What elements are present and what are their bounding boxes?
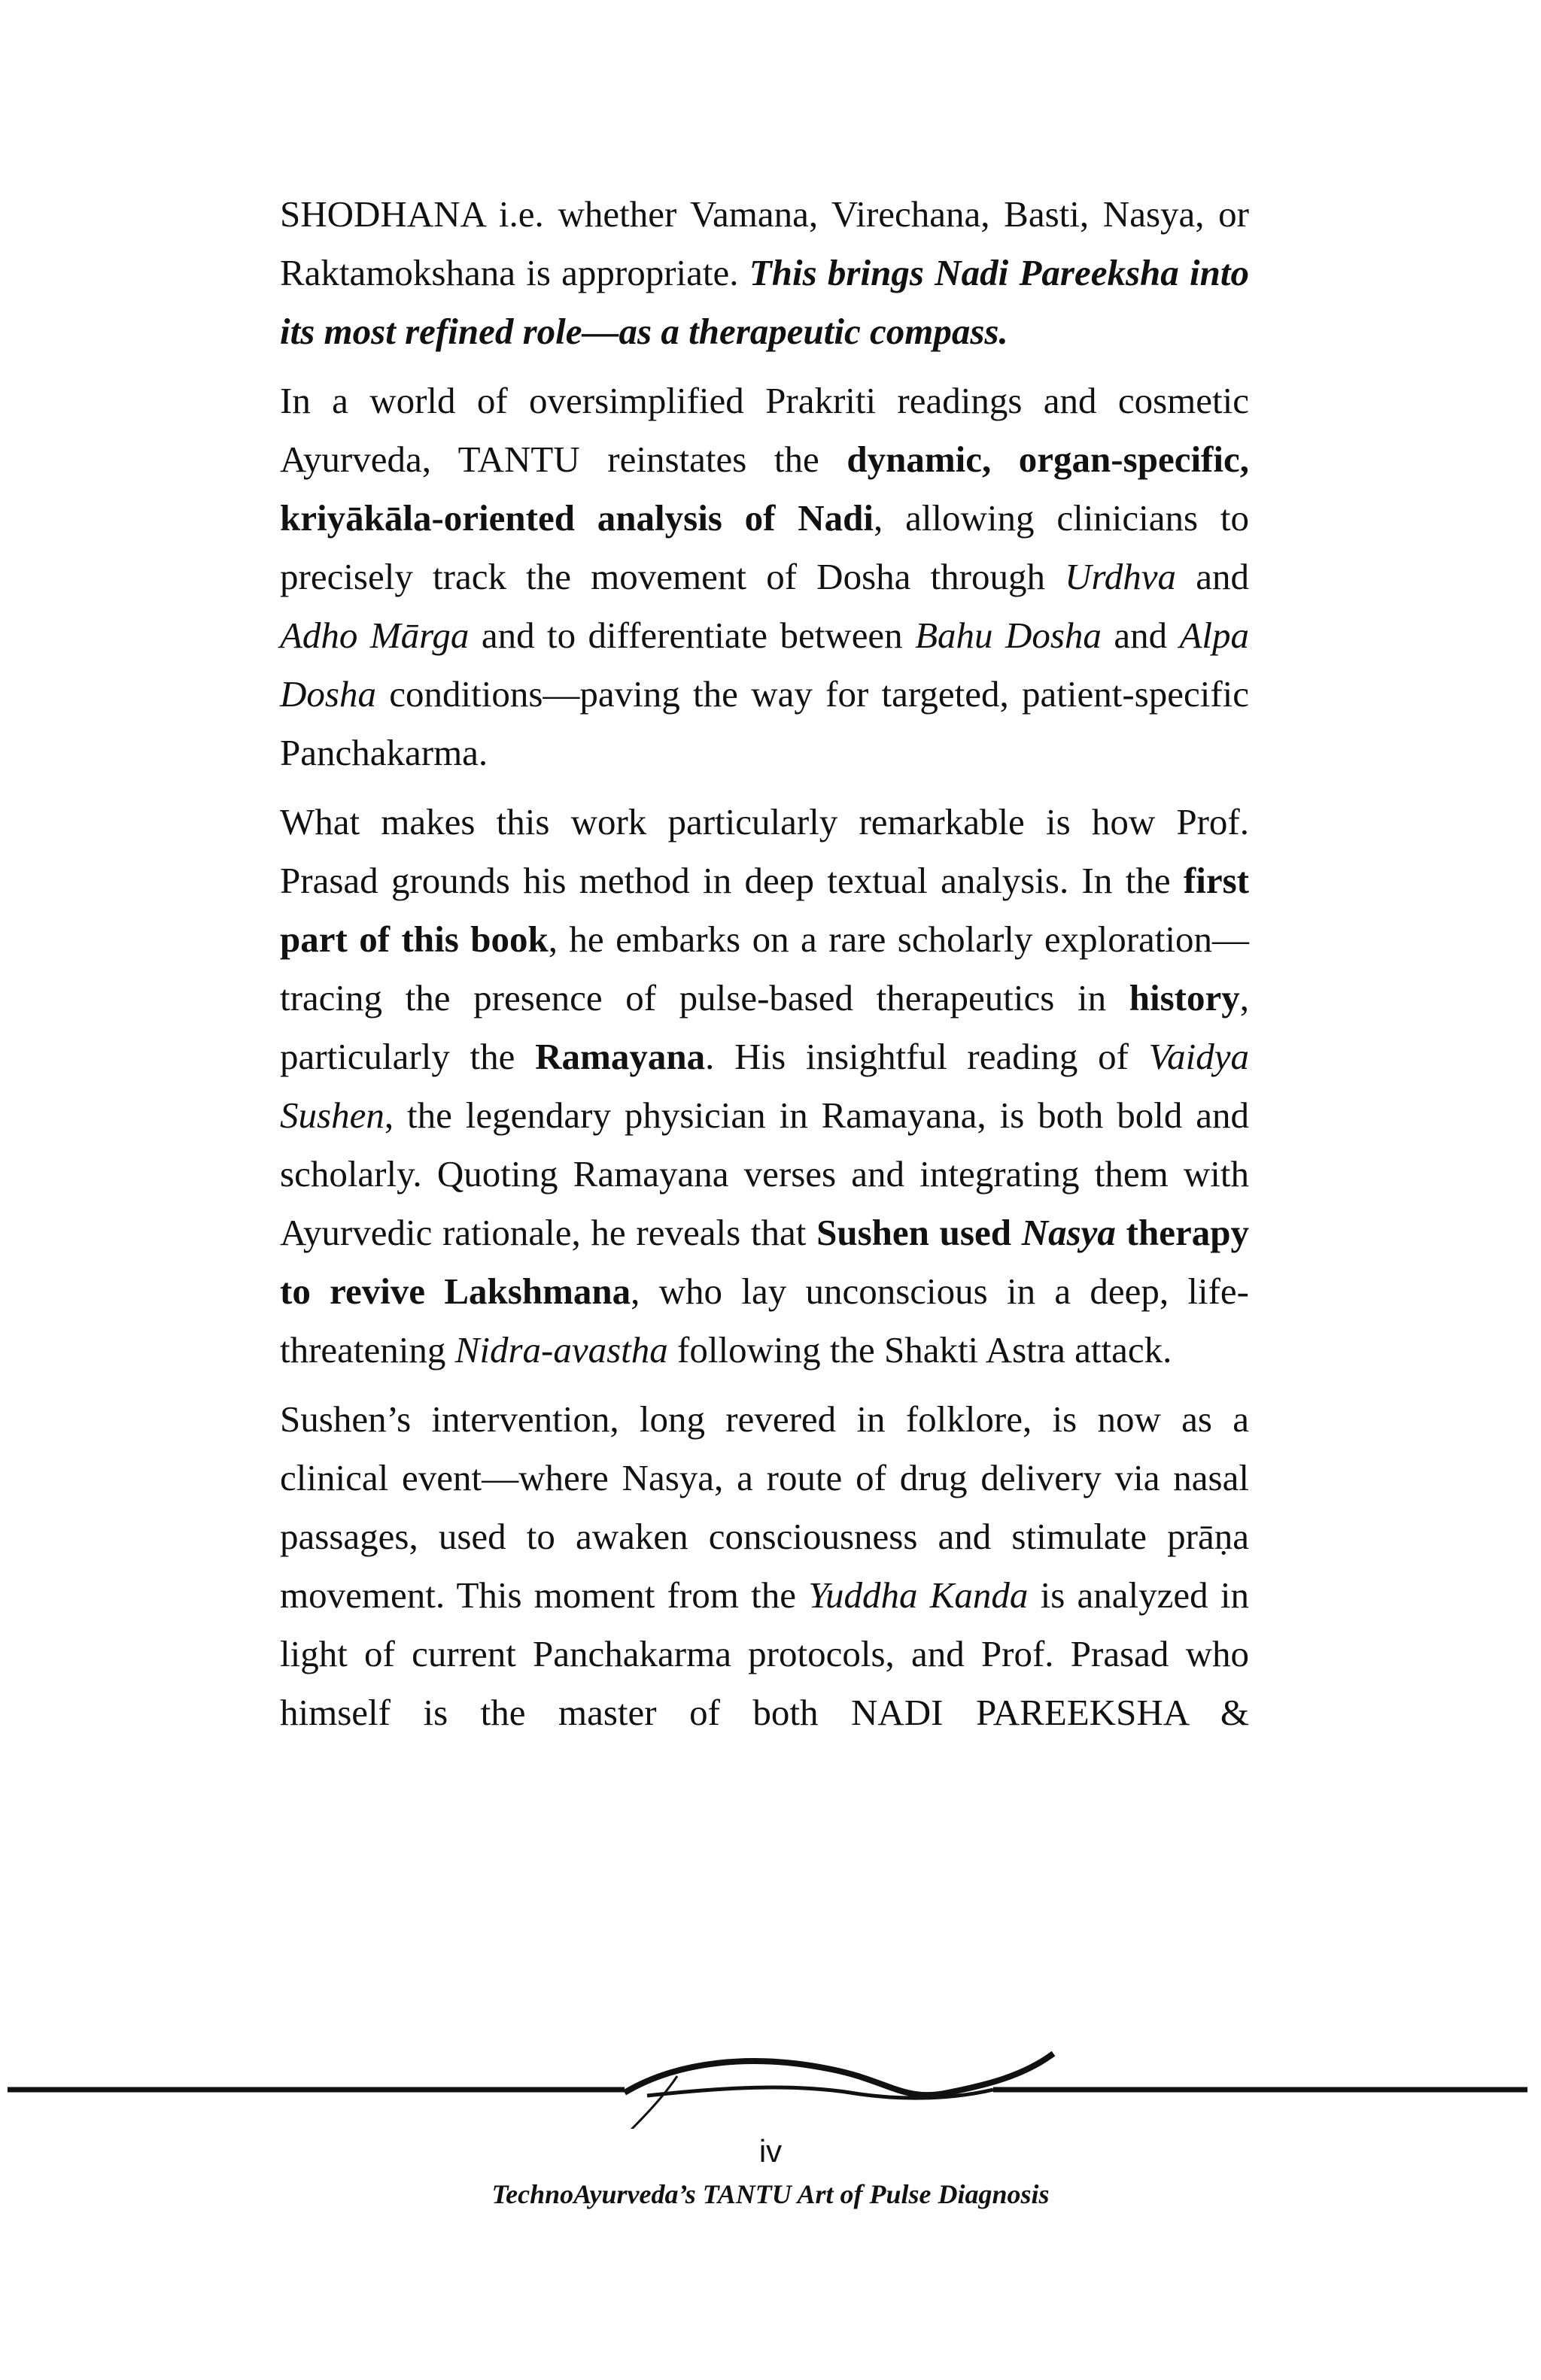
text-run: dynamic, organ-specific, kriyākāla-oriented analysis of Nadi <box>280 439 1249 539</box>
text-run: Sushen used <box>816 1212 1022 1253</box>
text-run: Adho Mārga <box>280 615 470 656</box>
text-run: . His insightful reading of <box>705 1036 1149 1077</box>
text-run: history <box>1129 977 1240 1018</box>
text-run: Yuddha Kanda <box>808 1574 1029 1616</box>
book-title-footer: TechnoAyurveda’s TANTU Art of Pulse Diagnosis <box>491 2179 1050 2209</box>
text-run: What makes this work particularly remarkable is how Prof. Prasad grounds his method in deep textual analysis. In the <box>280 801 1249 901</box>
text-run: Nasya <box>1021 1212 1116 1253</box>
text-run: Urdhva <box>1065 556 1177 597</box>
text-run: first part of this book <box>280 860 1249 960</box>
text-run: In a world of oversimplified Prakriti readings and cosmetic Ayurveda, TANTU reinstates the <box>280 380 1249 480</box>
text-run: , the legendary physician in Ramayana, is both bold and scholarly. Quoting Ramayana verses and integrating them with Ayurvedic rationale, he reveals that <box>280 1094 1249 1253</box>
text-run: Ramayana <box>535 1036 706 1077</box>
text-run: Alpa Dosha <box>280 615 1250 715</box>
text-run: and to differentiate between <box>469 615 916 656</box>
text-run: and <box>1176 556 1249 597</box>
paragraph-2 <box>280 372 1249 782</box>
text-run: Bahu Dosha <box>915 615 1102 656</box>
ornamental-rule <box>0 2046 1541 2129</box>
paragraph-4 <box>280 1390 1249 1742</box>
text-run: Vaidya Sushen <box>280 1036 1249 1136</box>
text-run: Nidra-avastha <box>454 1329 668 1371</box>
text-run: is analyzed in light of current Panchakarma protocols, and Prof. Prasad who himself is the master of both NADI PAREEKSHA & <box>280 1574 1250 1733</box>
text-run: This brings Nadi Pareeksha into its most refined role—as a therapeutic compass. <box>280 252 1249 352</box>
paragraph-1 <box>280 185 1249 361</box>
text-run: , he embarks on a rare scholarly exploration—tracing the presence of pulse-based therapeutics in <box>280 918 1249 1018</box>
text-run: Sushen’s intervention, long revered in folklore, is now as a clinical event—where Nasya, a route of drug delivery via nasal passages, used to awaken consciousness and stimulate prāṇa movement. This moment from the <box>280 1398 1249 1616</box>
text-run: SHODHANA i.e. whether Vamana, Virechana, Basti, Nasya, or Raktamokshana is appropriate. <box>280 193 1249 293</box>
text-run: conditions—paving the way for targeted, patient-specific Panchakarma. <box>280 673 1249 773</box>
text-run: therapy to revive Lakshmana <box>280 1212 1249 1312</box>
text-run: and <box>1101 615 1180 656</box>
body-text <box>280 185 1249 1753</box>
rule-ornament <box>8 2054 1527 2129</box>
paragraph-3 <box>280 793 1249 1380</box>
text-run: , particularly the <box>280 977 1249 1077</box>
text-run: following the Shakti Astra attack. <box>667 1329 1172 1371</box>
text-run: , allowing clinicians to precisely track the movement of Dosha through <box>280 497 1249 597</box>
text-run: , who lay unconscious in a deep, life-threatening <box>280 1270 1249 1371</box>
page-number: iv <box>758 2133 783 2169</box>
